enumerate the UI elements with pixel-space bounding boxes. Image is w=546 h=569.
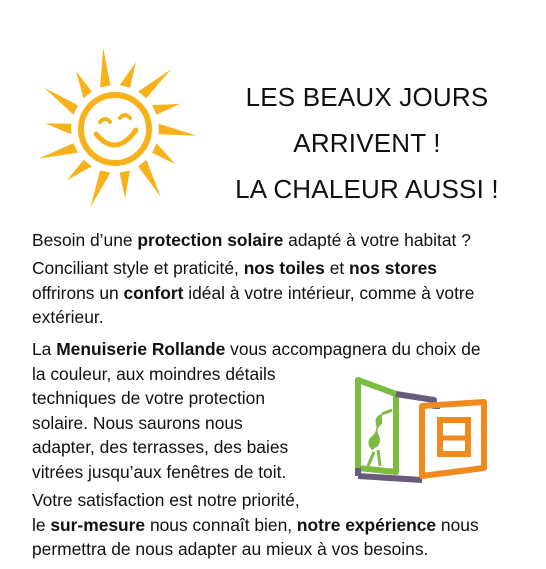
text-span: Conciliant style et praticité, [32, 258, 244, 278]
sun-ray [67, 160, 92, 180]
text-span: nous [436, 514, 479, 535]
bold-text: sur-mesure [50, 514, 146, 535]
paragraph-style [32, 256, 522, 330]
text-span: nous connaît bien, [145, 514, 297, 535]
headline-line-3: LA CHALEUR AUSSI ! [235, 174, 499, 204]
bold-text: notre expérience [296, 514, 437, 535]
bold-text: nos toiles [243, 258, 325, 278]
text-span: Besoin d’une [32, 230, 138, 250]
bold-text: nos stores [349, 258, 437, 278]
text-span: la couleur, aux moindres détails [32, 363, 276, 384]
sun-ray [152, 143, 175, 164]
text-span: solaire. Nous saurons nous [32, 412, 243, 433]
text-span: extérieur. [32, 307, 104, 327]
sun-ray [39, 143, 78, 158]
text-span: techniques de votre protection [32, 388, 265, 408]
sun-ray [152, 104, 180, 115]
bold-text: confort [123, 282, 184, 303]
text-span: adapté à votre habitat ? [283, 230, 471, 250]
text-span: adapter, des terrasses, des baies [32, 437, 289, 457]
text-span: Votre satisfaction est notre priorité, [32, 490, 300, 510]
smiling-sun-icon [30, 42, 200, 217]
sun-ray [44, 88, 78, 115]
headline [212, 74, 522, 212]
sun-ray [138, 69, 171, 98]
headline-line-1: LES BEAUX JOURS [245, 82, 489, 112]
text-span: La [32, 339, 57, 359]
bold-text: Menuiserie Rollande [56, 339, 226, 359]
text-span: le [32, 514, 51, 535]
sun-ray [76, 71, 92, 98]
text-span: vous accompagnera du choix de [225, 339, 481, 359]
text-span: idéal à votre intérieur, comme à votre [183, 282, 475, 303]
text-span: vitrées jusqu’aux fenêtres de toit. [32, 461, 287, 482]
bold-text: protection solaire [137, 230, 284, 250]
sun-ray [159, 124, 197, 136]
text-span: et [324, 258, 350, 278]
headline-line-2: ARRIVENT ! [293, 128, 441, 158]
sun-ray [90, 170, 110, 207]
sun-ray [120, 62, 136, 87]
sun-ray [45, 123, 71, 134]
sun-ray [100, 48, 110, 88]
sun-ray [120, 170, 130, 198]
paragraph-protection [32, 228, 522, 253]
paragraph-satisfaction [32, 488, 522, 562]
text-span: permettra de nous adapter au mieux à vos besoins. [32, 539, 429, 559]
menuiserie-logo-icon [352, 372, 492, 484]
text-span: offrirons un [32, 282, 124, 303]
sun-ray [138, 160, 161, 197]
